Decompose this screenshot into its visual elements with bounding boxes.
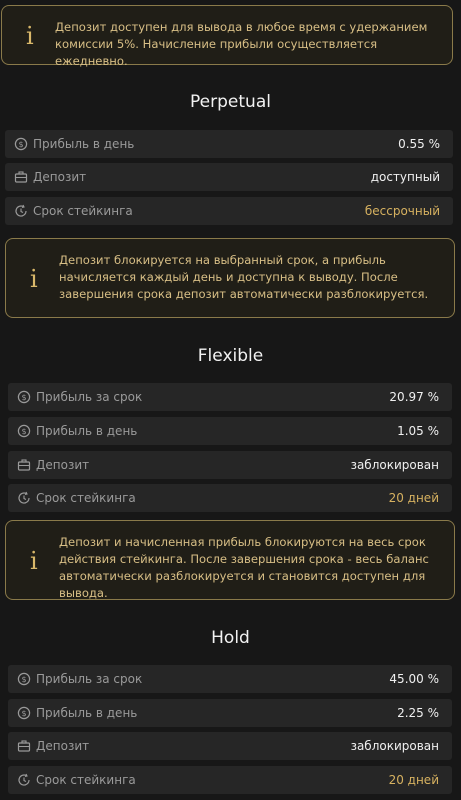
refresh-clock-icon xyxy=(17,491,31,505)
profit-cycle-icon xyxy=(17,706,31,720)
row-label: Срок стейкинга xyxy=(36,773,136,787)
row-value: 20 дней xyxy=(388,773,439,787)
row-deposit xyxy=(8,732,452,760)
profit-cycle-icon xyxy=(17,424,31,438)
row-profit-per-day xyxy=(5,130,453,158)
row-value: 2.25 % xyxy=(397,706,439,720)
info-note-hold xyxy=(5,520,455,600)
row-staking-term xyxy=(5,197,453,225)
row-value: бессрочный xyxy=(364,204,440,218)
briefcase-icon xyxy=(17,739,31,753)
row-value: 45.00 % xyxy=(389,672,439,686)
profit-cycle-icon xyxy=(17,672,31,686)
briefcase-icon xyxy=(17,458,31,472)
row-profit-per-day xyxy=(8,417,452,445)
row-value: 0.55 % xyxy=(398,137,440,151)
row-value: 20.97 % xyxy=(389,390,439,404)
svg-text:$: $ xyxy=(21,675,27,684)
row-deposit xyxy=(5,163,453,191)
row-profit-per-term xyxy=(8,383,452,411)
row-label: Прибыль в день xyxy=(36,424,138,438)
refresh-clock-icon xyxy=(14,204,28,218)
profit-cycle-icon xyxy=(14,137,28,151)
svg-text:$: $ xyxy=(18,140,24,149)
info-note-text: Депозит блокируется на выбранный срок, а прибыль начисляется каждый день и доступна к выводу. После завершения срока депозит автоматически разблокируется. xyxy=(59,253,429,301)
row-label: Депозит xyxy=(33,170,87,184)
row-value: заблокирован xyxy=(350,739,439,753)
section-title-perpetual: Perpetual xyxy=(190,92,271,112)
row-staking-term xyxy=(8,766,452,794)
row-value: заблокирован xyxy=(350,458,439,472)
section-title-hold: Hold xyxy=(211,628,250,648)
info-icon: i xyxy=(30,547,38,575)
info-note-flexible xyxy=(5,238,455,318)
profit-cycle-icon xyxy=(17,390,31,404)
row-label: Депозит xyxy=(36,458,90,472)
svg-text:$: $ xyxy=(21,709,27,718)
svg-text:$: $ xyxy=(21,427,27,436)
row-label: Прибыль в день xyxy=(36,706,138,720)
row-value: доступный xyxy=(370,170,440,184)
row-label: Срок стейкинга xyxy=(33,204,133,218)
row-label: Прибыль за срок xyxy=(36,672,143,686)
briefcase-icon xyxy=(14,170,28,184)
row-label: Прибыль в день xyxy=(33,137,135,151)
info-icon: i xyxy=(26,22,34,50)
row-label: Прибыль за срок xyxy=(36,390,143,404)
row-value: 20 дней xyxy=(388,491,439,505)
row-label: Депозит xyxy=(36,739,90,753)
info-note-text: Депозит и начисленная прибыль блокируются на весь срок действия стейкинга. После завершения срока - весь баланс автоматически разблокируется и становится доступен для вывода. xyxy=(59,535,429,600)
row-value: 1.05 % xyxy=(397,424,439,438)
section-title-flexible: Flexible xyxy=(197,346,264,366)
info-icon: i xyxy=(30,265,38,293)
info-note-text: Депозит доступен для вывода в любое время с удержанием комиссии 5%. Начисление прибыли осуществляется ежедневно. xyxy=(55,20,428,68)
row-profit-per-day xyxy=(8,699,452,727)
row-label: Срок стейкинга xyxy=(36,491,136,505)
info-note-perpetual xyxy=(1,5,453,68)
refresh-clock-icon xyxy=(17,773,31,787)
svg-text:$: $ xyxy=(21,393,27,402)
row-deposit xyxy=(8,451,452,479)
row-profit-per-term xyxy=(8,665,452,693)
row-staking-term xyxy=(8,484,452,512)
